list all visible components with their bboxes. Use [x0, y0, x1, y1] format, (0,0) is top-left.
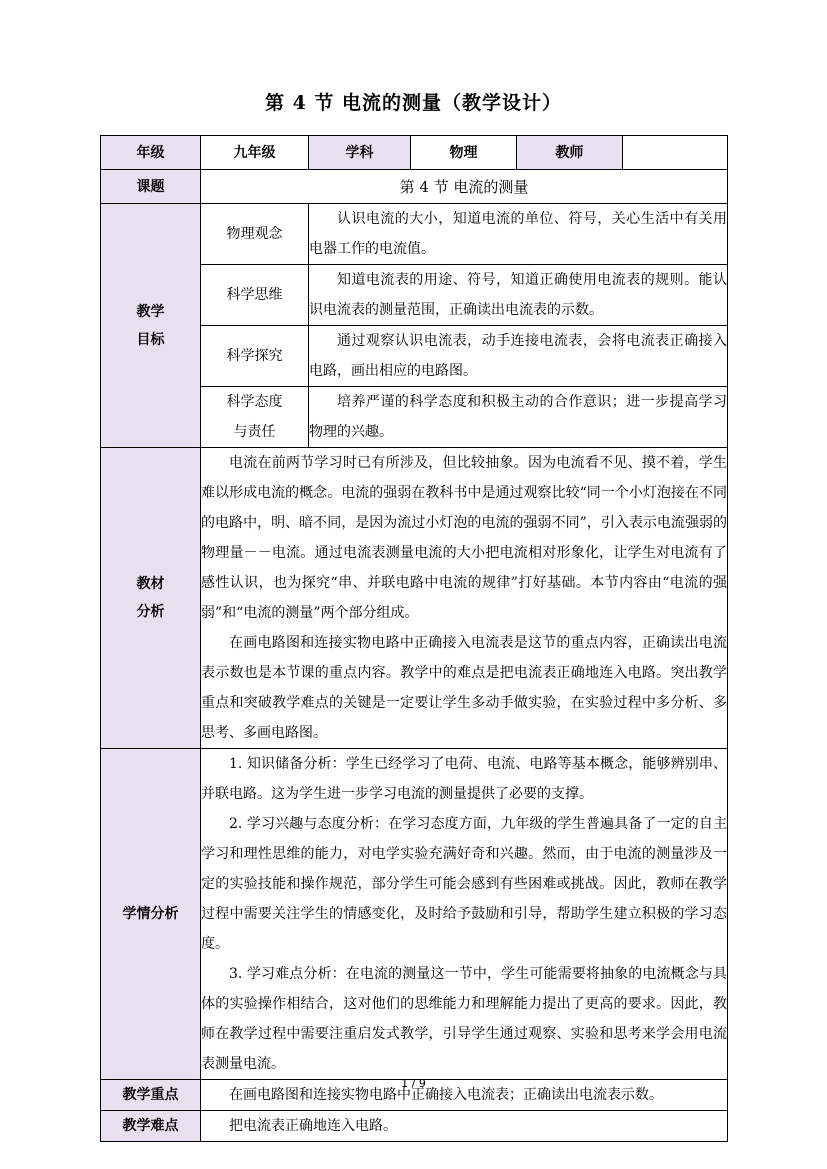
topic-label: 课题: [101, 170, 201, 204]
material-content: [201, 448, 728, 749]
topic-value: 第 4 节 电流的测量: [201, 170, 728, 204]
info-row: [101, 136, 728, 170]
objective-text: 认识电流的大小，知道电流的单位、符号，关心生活中有关用电器工作的电流值。: [309, 204, 728, 265]
objective-name: [201, 387, 309, 448]
key-point-text: 在画电路图和连接实物电路中正确接入电流表；正确读出电流表示数。: [201, 1080, 728, 1111]
objective-name-line1: 科学态度: [226, 394, 283, 410]
material-paragraph: 电流在前两节学习时已有所涉及，但比较抽象。因为电流看不见、摸不着，学生难以形成电流的概念。电流的强弱在教科书中是通过观察比较“同一个小灯泡接在不同的电路中，明、暗不同，是因为流过小灯泡的电流的强弱不同”，引入表示电流强弱的物理量－－电流。通过电流表测量电流的大小把电流相对形象化，让学生对电流有了感性认识，也为探究“串、并联电路中电流的规律”打好基础。本节内容由“电流的强弱”和“电流的测量”两个部分组成。: [201, 455, 727, 621]
grade-value: 九年级: [201, 136, 309, 170]
page-number: 1 / 9: [401, 1077, 426, 1090]
objective-name: 物理观念: [201, 204, 309, 265]
learner-paragraph: 1. 知识储备分析：学生已经学习了电荷、电流、电路等基本概念，能够辨别串、并联电路。这为学生进一步学习电流的测量提供了必要的支撑。: [201, 756, 727, 802]
subject-label: 学科: [309, 136, 411, 170]
learner-paragraph: 3. 学习难点分析：在电流的测量这一节中，学生可能需要将抽象的电流概念与具体的实验操作相结合，这对他们的思维能力和理解能力提出了更高的要求。因此，教师在教学过程中需要注重启发式教学，引导学生通过观察、实验和思考来学会用电流表测量电流。: [201, 966, 727, 1072]
learner-content: [201, 749, 728, 1080]
objectives-label-line2: 目标: [136, 331, 165, 348]
subject-value: 物理: [411, 136, 517, 170]
difficulty-text: 把电流表正确地连入电路。: [201, 1111, 728, 1142]
document-title: 第 4 节 电流的测量（教学设计）: [264, 92, 563, 114]
topic-row: [101, 170, 728, 204]
learner-label: 学情分析: [101, 749, 201, 1080]
learner-row: [101, 749, 728, 1080]
material-paragraph: 在画电路图和连接实物电路中正确接入电流表是这节的重点内容，正确读出电流表示数也是本节课的重点内容。教学中的难点是把电流表正确地连入电路。突出教学重点和突破教学难点的关键是一定要让学生多动手做实验，在实验过程中多分析、多思考、多画电路图。: [201, 635, 727, 741]
teacher-value: [623, 136, 728, 170]
objective-name: 科学探究: [201, 326, 309, 387]
objective-name-line2: 与责任: [233, 424, 276, 440]
objective-row: [101, 204, 728, 265]
teacher-label: 教师: [517, 136, 623, 170]
objective-name: 科学思维: [201, 265, 309, 326]
material-label-line2: 分析: [136, 604, 165, 620]
difficulty-row: [101, 1111, 728, 1142]
objective-text: 培养严谨的科学态度和积极主动的合作意识；进一步提高学习物理的兴趣。: [309, 387, 728, 448]
objectives-label: [101, 204, 201, 448]
lesson-plan-table: [100, 135, 728, 1142]
material-label-line1: 教材: [136, 576, 165, 592]
grade-label: 年级: [101, 136, 201, 170]
objective-text: 通过观察认识电流表，动手连接电流表，会将电流表正确接入电路，画出相应的电路图。: [309, 326, 728, 387]
objectives-label-line1: 教学: [136, 303, 165, 320]
objective-text: 知道电流表的用途、符号，知道正确使用电流表的规则。能认识电流表的测量范围，正确读出电流表的示数。: [309, 265, 728, 326]
key-point-label: 教学重点: [101, 1080, 201, 1111]
difficulty-label: 教学难点: [101, 1111, 201, 1142]
material-label: [101, 448, 201, 749]
material-row: [101, 448, 728, 749]
learner-paragraph: 2. 学习兴趣与态度分析：在学习态度方面，九年级的学生普遍具备了一定的自主学习和理性思维的能力，对电学实验充满好奇和兴趣。然而，由于电流的测量涉及一定的实验技能和操作规范，部分学生可能会感到有些困难或挑战。因此，教师在教学过程中需要关注学生的情感变化，及时给予鼓励和引导，帮助学生建立积极的学习态度。: [201, 816, 727, 952]
